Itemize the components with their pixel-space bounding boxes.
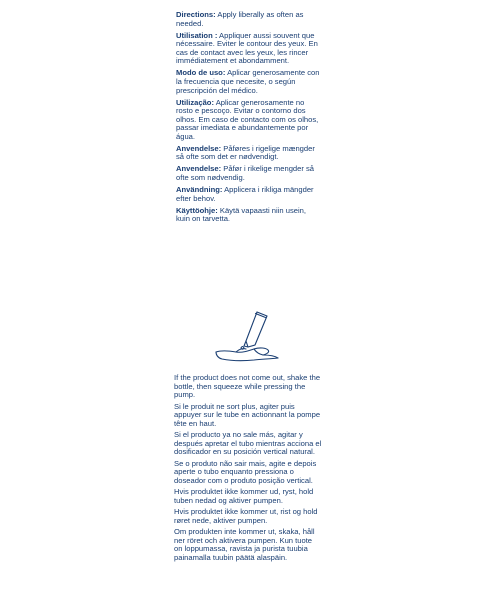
directions-no xyxy=(176,165,322,182)
directions-label: Käyttöohje: xyxy=(176,205,218,215)
pump-instruction-pt: Se o produto não sair mais, agite e depois aperte o tubo enquanto pressiona o doseador com o produto posição vertical. xyxy=(174,458,317,485)
pump-instruction-da: Hvis produktet ikke kommer ud, ryst, hold tuben nedad og aktiver pumpen. xyxy=(174,487,314,505)
directions-es xyxy=(176,69,322,95)
directions-text: Apply liberally as often as needed. xyxy=(176,10,304,28)
pump-instructions-section xyxy=(174,374,322,565)
pump-instruction-sv-fi: Om produkten inte kommer ut, skaka, håll ner röret och aktivera pumpen. Kun tuote on loppumassa, ravista ja purista tuubia painamalla tuubin päätä alaspäin. xyxy=(174,527,315,563)
pump-instruction-no: Hvis produktet ikke kommer ut, rist og hold røret nede, aktiver pumpen. xyxy=(174,507,318,525)
hand-with-tube-icon xyxy=(212,308,282,368)
directions-text: Påføres i rigelige mængder så ofte som det er nødvendigt. xyxy=(176,143,315,162)
directions-sv xyxy=(176,186,322,203)
directions-text: Aplicar generosamente con la frecuencia que necesite, o según prescripción del médico. xyxy=(176,68,320,95)
directions-text: Applicera i rikliga mängder efter behov. xyxy=(176,185,314,203)
directions-label: Anvendelse: xyxy=(176,143,222,153)
directions-text: Påfør i rikelige mengder så ofte som nødvendig. xyxy=(176,164,315,183)
directions-section xyxy=(176,11,322,227)
directions-pt xyxy=(176,99,322,142)
directions-text: Appliquer aussi souvent que nécessaire. Eviter le contour des yeux. En cas de contact avec les yeux, les rincer immédiatement et abondamment. xyxy=(176,30,318,66)
directions-en xyxy=(176,11,322,28)
directions-text: Aplicar generosamente no rosto e pescoço. Evitar o contorno dos olhos. Em caso de contacto com os olhos, passar imediata e abundantemente por água. xyxy=(176,97,319,141)
directions-label: Anvendelse: xyxy=(176,164,222,174)
directions-text: Käytä vapaasti niin usein, kuin on tarvetta. xyxy=(176,205,307,224)
pump-instruction-es: Si el producto ya no sale más, agitar y después apretar el tubo mientras acciona el dosificador en su posición vertical natural. xyxy=(174,430,322,457)
directions-fi xyxy=(176,207,322,224)
directions-da xyxy=(176,145,322,162)
pump-instruction-fr: Si le produit ne sort plus, agiter puis appuyer sur le tube en actionnant la pompe tête en haut. xyxy=(174,401,321,428)
pump-instruction-en: If the product does not come out, shake the bottle, then squeeze while pressing the pump. xyxy=(174,373,321,400)
directions-label: Utilização: xyxy=(176,97,214,107)
directions-label: Användning: xyxy=(176,185,223,195)
directions-label: Directions: xyxy=(176,10,216,19)
directions-label: Modo de uso: xyxy=(176,68,226,78)
directions-label: Utilisation : xyxy=(176,30,218,40)
directions-fr xyxy=(176,32,322,66)
